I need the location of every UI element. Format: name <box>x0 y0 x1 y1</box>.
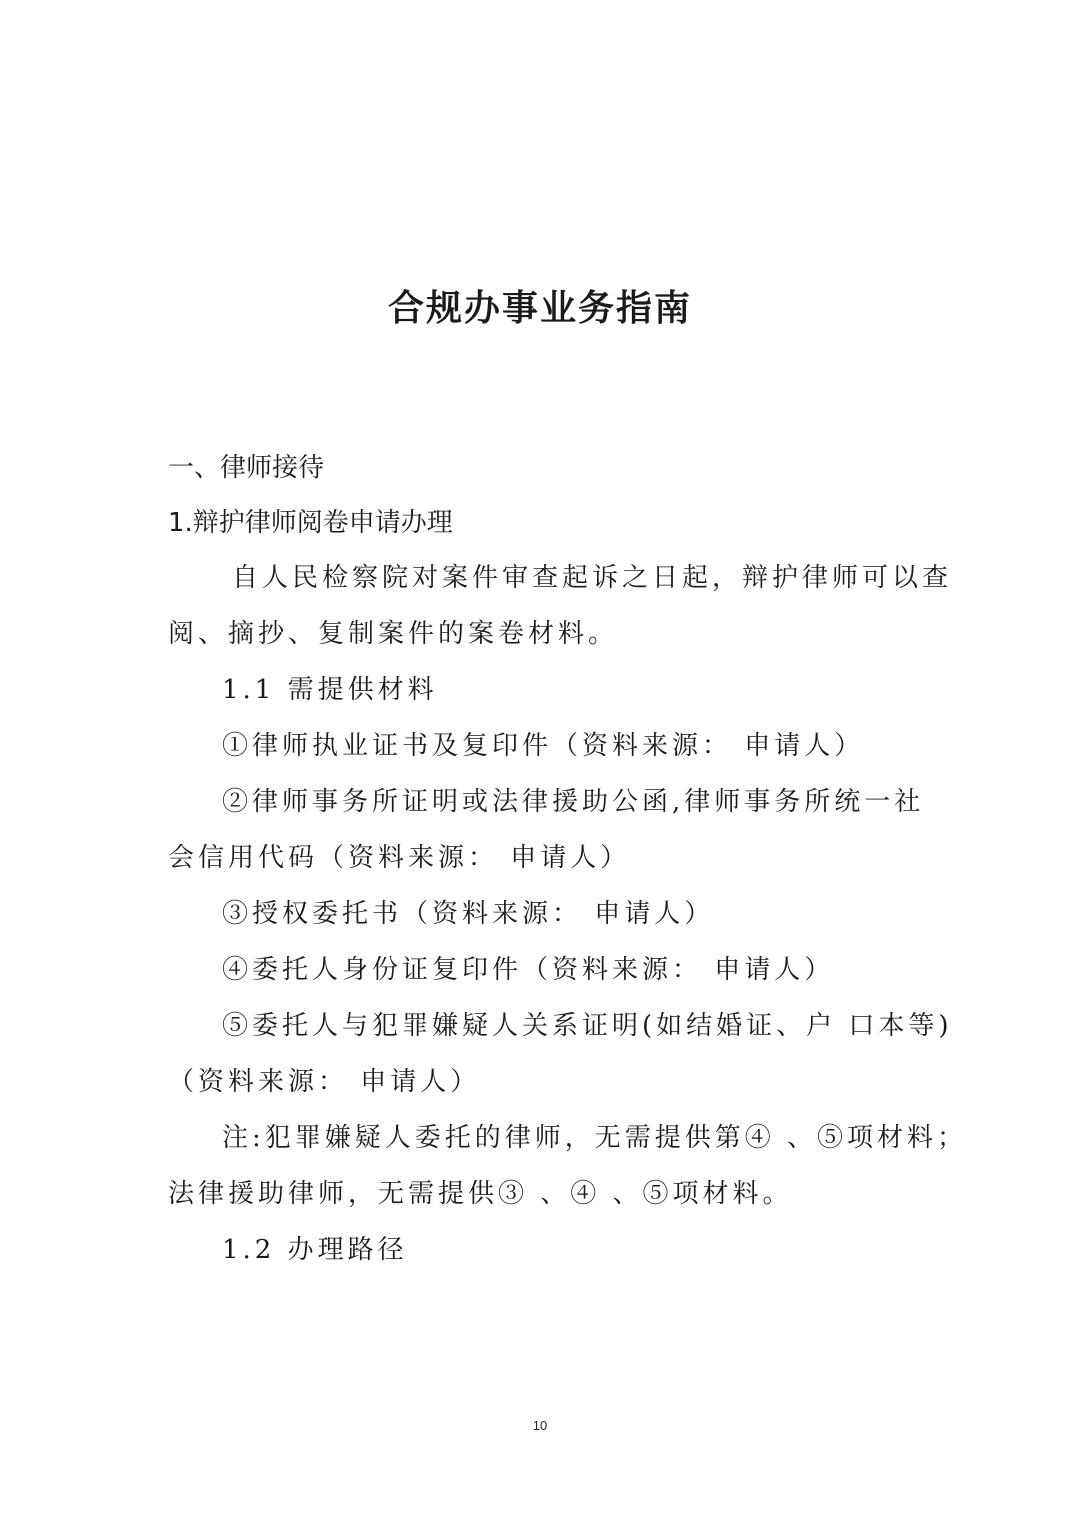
material-item-3: ③授权委托书（资料来源： 申请人） <box>222 899 715 929</box>
material-item-5-line-1: ⑤委托人与犯罪嫌疑人关系证明(如结婚证、户 口本等) <box>222 1011 953 1041</box>
intro-paragraph-line-1: 自人民检察院对案件审查起诉之日起，辩护律师可以查 <box>232 563 953 593</box>
intro-paragraph-line-2: 阅、摘抄、复制案件的案卷材料。 <box>168 619 619 649</box>
material-item-4: ④委托人身份证复印件（资料来源： 申请人） <box>222 955 835 985</box>
materials-heading: 1.1 需提供材料 <box>222 675 438 705</box>
material-item-2-line-2: 会信用代码（资料来源： 申请人） <box>168 843 631 873</box>
page-title: 合规办事业务指南 <box>387 288 692 329</box>
material-item-1: ①律师执业证书及复印件（资料来源： 申请人） <box>222 731 865 761</box>
note-line-1: 注:犯罪嫌疑人委托的律师，无需提供第④ 、⑤项材料； <box>222 1123 968 1153</box>
material-item-5-line-2: （资料来源： 申请人） <box>168 1067 481 1097</box>
page-number: 10 <box>532 1418 548 1433</box>
section-heading: 一、律师接待 <box>168 453 325 483</box>
material-item-2-line-1: ②律师事务所证明或法律援助公函,律师事务所统一社 <box>222 787 925 817</box>
route-heading: 1.2 办理路径 <box>222 1235 408 1265</box>
note-line-2: 法律援助律师，无需提供③ 、④ 、⑤项材料。 <box>168 1179 793 1209</box>
subsection-heading: 1.辩护律师阅卷申请办理 <box>168 508 453 538</box>
